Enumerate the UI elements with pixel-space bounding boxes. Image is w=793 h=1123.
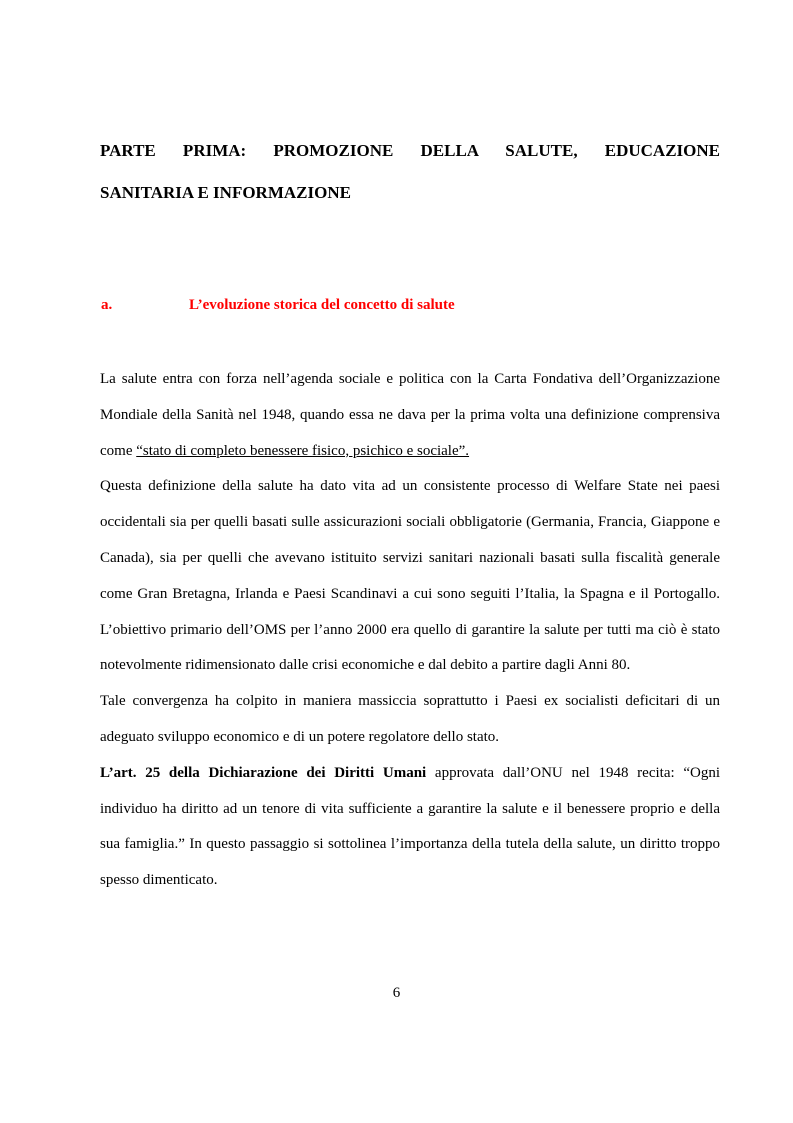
paragraph-4-text: approvata dall’ONU nel 1948 recita: “Ogni individuo ha diritto ad un tenore di vita sufficiente a garantire la salute e il benessere proprio e della sua famiglia.” In questo passaggio si sottolinea l’importanza della tutela della salute, un diritto troppo spesso dimenticato. — [100, 764, 721, 889]
who-definition-quote: “stato di completo benessere fisico, psichico e sociale”. — [136, 442, 470, 459]
paragraph-1 — [100, 362, 720, 469]
paragraph-3: Tale convergenza ha colpito in maniera massiccia soprattutto i Paesi ex socialisti deficitari di un adeguato sviluppo economico e di un potere regolatore dello stato. — [100, 693, 720, 745]
article-reference: L’art. 25 della Dichiarazione dei Diritti Umani — [100, 764, 427, 781]
body-text — [100, 362, 720, 899]
paragraph-4 — [100, 756, 720, 899]
section-heading — [101, 296, 721, 314]
paragraph-2: Questa definizione della salute ha dato vita ad un consistente processo di Welfare State nei paesi occidentali sia per quelli basati sulle assicurazioni sociali obbligatorie (Germania, Francia, Giappone e Canada), sia per quelli che avevano istituito servizi sanitari nazionali basati sulla fiscalità generale come Gran Bretagna, Irlanda e Paesi Scandinavi a cui sono seguiti l’Italia, la Spagna e il Portogallo. L’obiettivo primario dell’OMS per l’anno 2000 era quello di garantire la salute per tutti ma ciò è stato notevolmente ridimensionato dalle crisi economiche e dal debito a partire dagli Anni 80. — [100, 478, 720, 674]
section-number: a. — [101, 297, 113, 313]
section-title: L’evoluzione storica del concetto di salute — [189, 297, 455, 313]
part-title-line-2: SANITARIA E INFORMAZIONE — [100, 183, 351, 202]
page-number: 6 — [392, 985, 401, 1001]
part-title — [100, 130, 720, 214]
part-title-line-1: PARTE PRIMA: PROMOZIONE DELLA SALUTE, EDUCAZIONE — [100, 141, 720, 160]
paragraph-1-text: La salute entra con forza nell’agenda sociale e politica con la Carta Fondativa dell’Organizzazione Mondiale della Sanità nel 1948, quando essa ne dava per la prima volta una definizione comprensiva come — [100, 371, 720, 459]
